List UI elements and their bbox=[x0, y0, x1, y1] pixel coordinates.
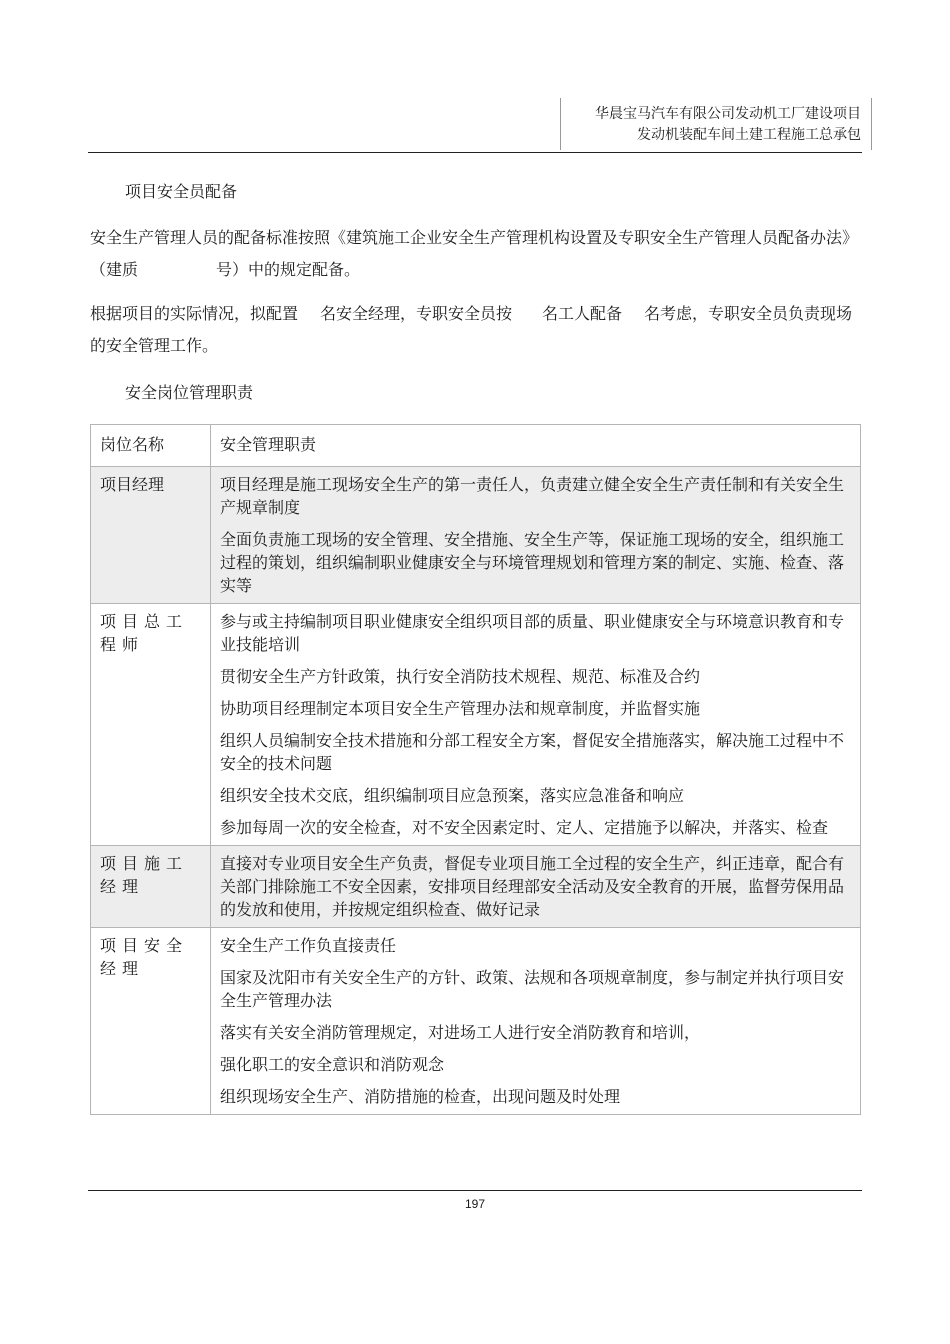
paragraph-staffing-plan bbox=[90, 298, 862, 362]
header-position: 岗位名称 bbox=[91, 425, 211, 467]
role-cell: 项目安全经理 bbox=[91, 928, 211, 1115]
section-title-staffing: 项目安全员配备 bbox=[125, 182, 238, 201]
role-cell: 项目总工程师 bbox=[91, 604, 211, 846]
duty-item: 参加每周一次的安全检查，对不安全因素定时、定人、定措施予以解决，并落实、检查 bbox=[220, 818, 829, 837]
staffing-plan-text-2: 名安全经理，专职安全员按 bbox=[320, 304, 513, 323]
duties-cell bbox=[211, 846, 861, 928]
staffing-plan-text-1: 根据项目的实际情况，拟配置 bbox=[90, 304, 299, 323]
staffing-plan-text-4: 名考虑，专职安全员负责现场的安全管理工作。 bbox=[90, 304, 853, 355]
duty-item: 安全生产工作负直接责任 bbox=[220, 936, 397, 955]
duties-table bbox=[90, 424, 861, 1115]
staffing-plan-text-3: 名工人配备 bbox=[542, 304, 623, 323]
duty-item: 项目经理是施工现场安全生产的第一责任人，负责建立健全安全生产责任制和有关安全生产规章制度 bbox=[220, 475, 845, 517]
duty-item: 贯彻安全生产方针政策，执行安全消防技术规程、规范、标准及合约 bbox=[220, 667, 701, 686]
duty-item: 落实有关安全消防管理规定，对进场工人进行安全消防教育和培训， bbox=[220, 1023, 701, 1042]
duties-cell bbox=[211, 928, 861, 1115]
duty-item: 协助项目经理制定本项目安全生产管理办法和规章制度，并监督实施 bbox=[220, 699, 701, 718]
table-row bbox=[91, 928, 861, 1115]
duties-cell bbox=[211, 604, 861, 846]
table-header-row bbox=[91, 425, 861, 467]
header-title-line1: 华晨宝马汽车有限公司发动机工厂建设项目 bbox=[595, 106, 861, 122]
page-header bbox=[560, 98, 872, 150]
table-row bbox=[91, 846, 861, 928]
staffing-standard-text-1: 安全生产管理人员的配备标准按照《建筑施工企业安全生产管理机构设置及专职安全生产管理人员配备办法》（建质 bbox=[90, 228, 859, 279]
role-cell: 项目经理 bbox=[91, 467, 211, 604]
duty-item: 全面负责施工现场的安全管理、安全措施、安全生产等，保证施工现场的安全，组织施工过程的策划，组织编制职业健康安全与环境管理规划和管理方案的制定、实施、检查、落实等 bbox=[220, 530, 845, 595]
footer-divider bbox=[88, 1190, 862, 1191]
header-divider bbox=[88, 152, 862, 153]
table-row bbox=[91, 604, 861, 846]
duty-item: 强化职工的安全意识和消防观念 bbox=[220, 1055, 445, 1074]
duty-item: 组织现场安全生产、消防措施的检查，出现问题及时处理 bbox=[220, 1087, 621, 1106]
duty-item: 组织人员编制安全技术措施和分部工程安全方案，督促安全措施落实，解决施工过程中不安全的技术问题 bbox=[220, 731, 845, 773]
header-title-line2: 发动机装配车间土建工程施工总承包 bbox=[637, 127, 861, 143]
duty-item: 直接对专业项目安全生产负责，督促专业项目施工全过程的安全生产，纠正违章，配合有关部门排除施工不安全因素，安排项目经理部安全活动及安全教育的开展，监督劳保用品的发放和使用，并按规定组织检查、做好记录 bbox=[220, 854, 845, 919]
header-duties: 安全管理职责 bbox=[211, 425, 861, 467]
duty-item: 国家及沈阳市有关安全生产的方针、政策、法规和各项规章制度，参与制定并执行项目安全生产管理办法 bbox=[220, 968, 845, 1010]
duty-item: 组织安全技术交底，组织编制项目应急预案，落实应急准备和响应 bbox=[220, 786, 685, 805]
duties-cell bbox=[211, 467, 861, 604]
duty-item: 参与或主持编制项目职业健康安全组织项目部的质量、职业健康安全与环境意识教育和专业技能培训 bbox=[220, 612, 845, 654]
table-row bbox=[91, 467, 861, 604]
staffing-standard-text-2: 号）中的规定配备。 bbox=[216, 260, 361, 279]
section-title-duties: 安全岗位管理职责 bbox=[125, 383, 254, 402]
paragraph-staffing-standard bbox=[90, 222, 862, 286]
role-cell: 项目施工经理 bbox=[91, 846, 211, 928]
page-number: 197 bbox=[464, 1197, 486, 1211]
